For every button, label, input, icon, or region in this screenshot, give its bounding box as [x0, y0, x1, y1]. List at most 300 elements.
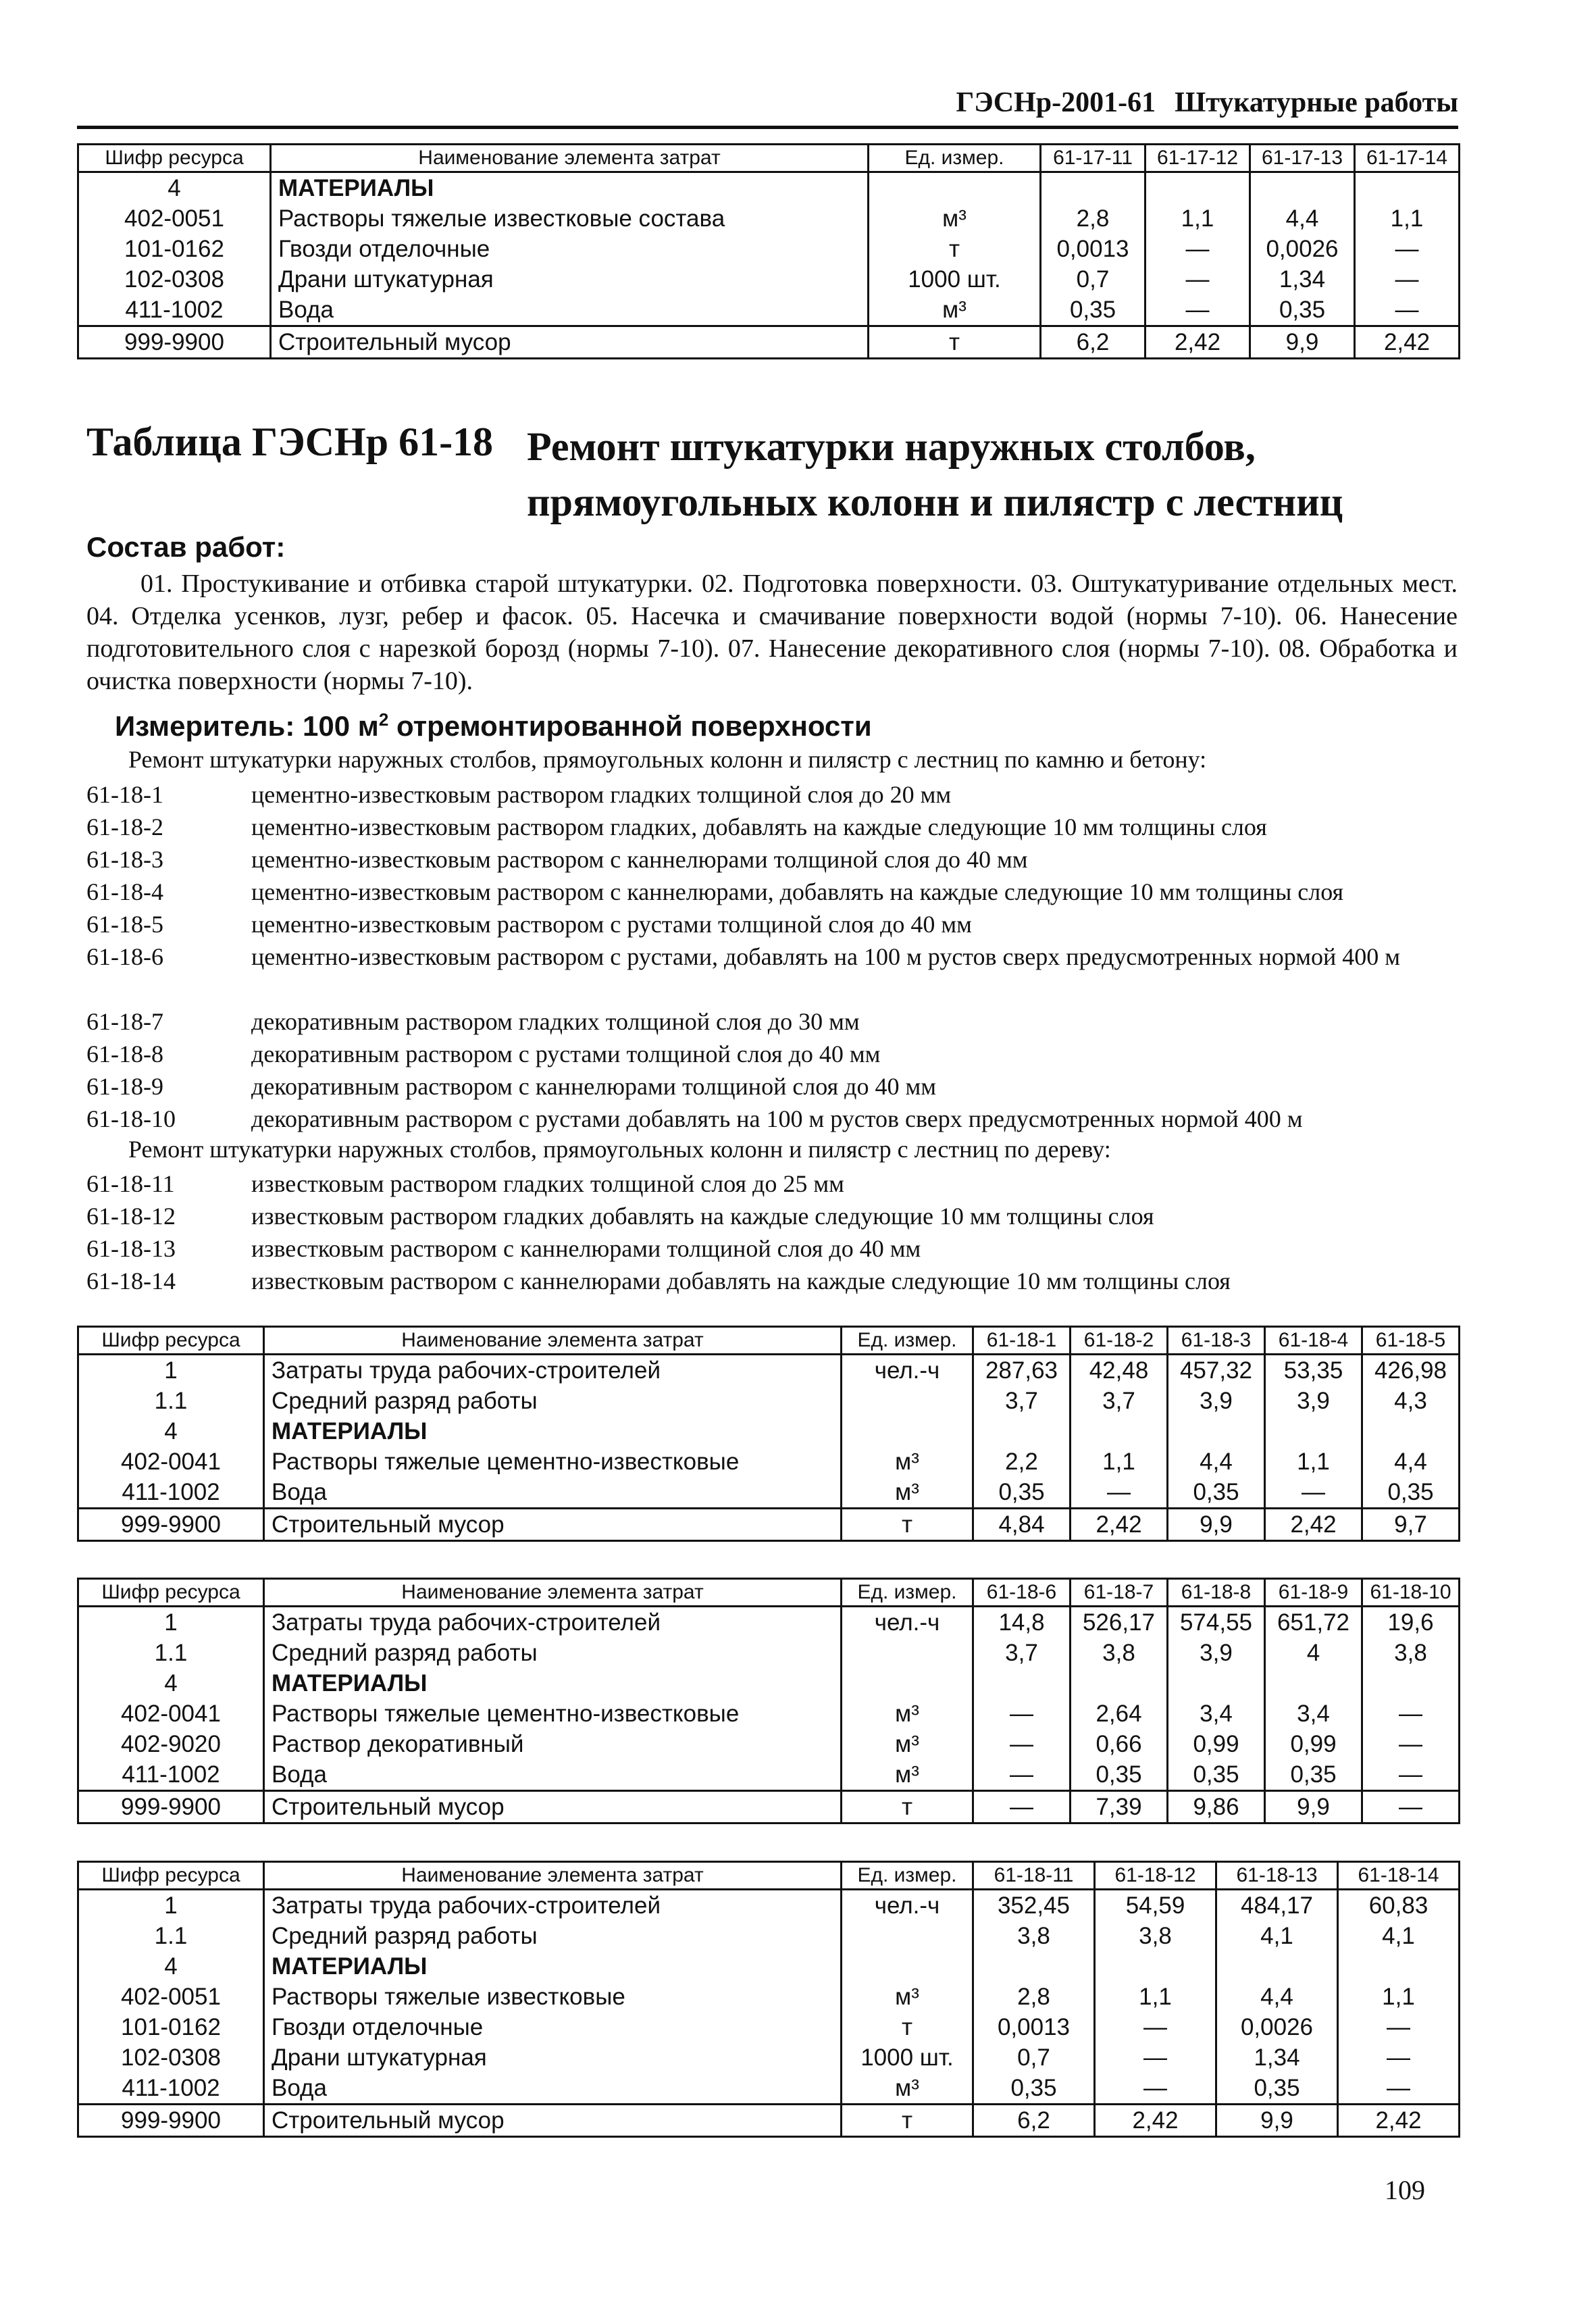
table-header-row [78, 1579, 1460, 1607]
column-header: Наименование элемента затрат [264, 1862, 842, 1890]
table-row [78, 203, 1460, 234]
resource-name-cell: Драни штукатурная [264, 2042, 842, 2073]
value-cell: 0,99 [1265, 1729, 1362, 1759]
value-cell: 2,42 [1095, 2105, 1216, 2137]
resource-name-cell: МАТЕРИАЛЫ [264, 1416, 842, 1447]
table-row [78, 1668, 1460, 1699]
table-header-row [78, 1327, 1460, 1355]
value-cell: 9,86 [1168, 1791, 1265, 1823]
value-cell: 426,98 [1362, 1355, 1460, 1386]
resource-name-cell: МАТЕРИАЛЫ [264, 1668, 842, 1699]
unit-cell: чел.-ч [842, 1355, 973, 1386]
table-row [78, 1759, 1460, 1791]
resource-code-cell: 999-9900 [78, 326, 271, 359]
column-header: 61-18-8 [1168, 1579, 1265, 1607]
resource-code-cell: 999-9900 [78, 2105, 264, 2137]
value-cell: 526,17 [1071, 1607, 1168, 1638]
item-code: 61-18-6 [86, 943, 163, 970]
value-cell: 4,4 [1250, 203, 1355, 234]
item-code: 61-18-1 [86, 781, 163, 808]
item-text: цементно-известковым раствором с каннелюрами, добавлять на каждые следующие 10 мм толщины слоя [251, 878, 1344, 905]
resource-name-cell: Строительный мусор [264, 1791, 842, 1823]
resource-name-cell: Гвозди отделочные [264, 2012, 842, 2042]
value-cell: 2,2 [973, 1447, 1071, 1477]
resource-name-cell: Вода [271, 295, 869, 326]
column-header: 61-18-3 [1168, 1327, 1265, 1355]
list-item [86, 940, 1458, 973]
list-item [86, 1265, 1458, 1297]
value-cell: 3,7 [973, 1386, 1071, 1416]
table-row [78, 1638, 1460, 1668]
value-cell: — [973, 1791, 1071, 1823]
unit-cell [842, 1638, 973, 1668]
value-cell: — [1095, 2073, 1216, 2105]
value-cell: — [973, 1759, 1071, 1791]
resource-code-cell: 411-1002 [78, 295, 271, 326]
resource-name-cell: Средний разряд работы [264, 1921, 842, 1951]
value-cell: — [973, 1729, 1071, 1759]
item-text: известковым раствором гладких толщиной слоя до 25 мм [251, 1170, 844, 1197]
column-header: 61-18-9 [1265, 1579, 1362, 1607]
unit-cell: т [842, 2105, 973, 2137]
value-cell: 0,0026 [1250, 234, 1355, 264]
column-header: 61-18-2 [1071, 1327, 1168, 1355]
value-cell: 4,4 [1216, 1982, 1338, 2012]
value-cell: 2,42 [1071, 1509, 1168, 1541]
value-cell: 42,48 [1071, 1355, 1168, 1386]
measure-sup: 2 [378, 709, 389, 730]
resource-name-cell: Затраты труда рабочих-строителей [264, 1607, 842, 1638]
value-cell: 0,35 [1071, 1759, 1168, 1791]
running-header-section: Штукатурные работы [1175, 87, 1458, 118]
value-cell: 9,7 [1362, 1509, 1460, 1541]
resource-code-cell: 402-0051 [78, 203, 271, 234]
value-cell [1362, 1416, 1460, 1447]
group2-intro: Ремонт штукатурки наружных столбов, прямоугольных колонн и пилястр с лестниц по дереву: [128, 1136, 1111, 1163]
table-row [78, 1791, 1460, 1823]
table-row [78, 2012, 1460, 2042]
unit-cell: м³ [869, 203, 1041, 234]
value-cell: 352,45 [973, 1890, 1095, 1921]
item-code: 61-18-12 [86, 1203, 176, 1230]
measure-label: Измеритель: 100 м [115, 710, 379, 742]
value-cell: 0,35 [1168, 1759, 1265, 1791]
value-cell: 1,1 [1355, 203, 1460, 234]
unit-cell [842, 1416, 973, 1447]
unit-cell: м³ [842, 1729, 973, 1759]
value-cell: 60,83 [1338, 1890, 1460, 1921]
item-text: цементно-известковым раствором с рустами толщиной слоя до 40 мм [251, 911, 972, 938]
list-item [86, 1167, 1458, 1200]
value-cell: 0,7 [973, 2042, 1095, 2073]
resource-code-cell: 4 [78, 172, 271, 204]
unit-cell: м³ [842, 1759, 973, 1791]
composition-text: 01. Простукивание и отбивка старой штукатурки. 02. Подготовка поверхности. 03. Оштукатуривание отдельных мест. 04. Отделка усенков, лузг, ребер и фасок. 05. Насечка и смачивание поверхности водой (нормы 7-10). 06. Нанесение подготовительного слоя с нарезкой борозд (нормы 7-10). 07. Нанесение декоративного слоя (нормы 7-10). 08. Обработка и очистка поверхности (нормы 7-10). [86, 570, 1458, 695]
resource-code-cell: 1 [78, 1607, 264, 1638]
resource-name-cell: Затраты труда рабочих-строителей [264, 1890, 842, 1921]
value-cell [1362, 1668, 1460, 1699]
list-item [86, 1070, 1458, 1103]
item-code: 61-18-5 [86, 911, 163, 938]
column-header: Наименование элемента затрат [264, 1327, 842, 1355]
value-cell [973, 1416, 1071, 1447]
column-header: 61-17-14 [1355, 145, 1460, 172]
value-cell: 4,4 [1168, 1447, 1265, 1477]
resource-table-61-18-1-5 [77, 1326, 1460, 1542]
list-item [86, 811, 1458, 843]
resource-code-cell: 411-1002 [78, 1759, 264, 1791]
value-cell: — [1355, 264, 1460, 295]
item-text: декоративным раствором гладких толщиной слоя до 30 мм [251, 1008, 860, 1035]
resource-name-cell: Раствор декоративный [264, 1729, 842, 1759]
page-number: 109 [1385, 2175, 1425, 2205]
unit-cell [842, 1386, 973, 1416]
resource-code-cell: 999-9900 [78, 1509, 264, 1541]
table-row [78, 1416, 1460, 1447]
value-cell: — [1355, 295, 1460, 326]
value-cell [1216, 1951, 1338, 1982]
table-row [78, 1982, 1460, 2012]
column-header: 61-17-12 [1145, 145, 1250, 172]
table-row [78, 1951, 1460, 1982]
column-header: 61-18-6 [973, 1579, 1071, 1607]
unit-cell: чел.-ч [842, 1607, 973, 1638]
item-text: известковым раствором с каннелюрами добавлять на каждые следующие 10 мм толщины слоя [251, 1267, 1231, 1294]
list-item [86, 1005, 1458, 1038]
item-code: 61-18-11 [86, 1170, 175, 1197]
value-cell [1338, 1951, 1460, 1982]
table-row [78, 264, 1460, 295]
table-title-label: Таблица ГЭСНр 61-18 [86, 420, 494, 464]
value-cell: 0,0013 [973, 2012, 1095, 2042]
value-cell: — [1095, 2042, 1216, 2073]
unit-cell: м³ [869, 295, 1041, 326]
resource-name-cell: МАТЕРИАЛЫ [264, 1951, 842, 1982]
column-header: Ед. измер. [842, 1579, 973, 1607]
item-text: цементно-известковым раствором с рустами, добавлять на 100 м рустов сверх предусмотренных нормой 400 м [251, 943, 1401, 970]
value-cell: 0,35 [1362, 1477, 1460, 1509]
resource-code-cell: 1.1 [78, 1921, 264, 1951]
resource-name-cell: Строительный мусор [264, 2105, 842, 2137]
value-cell: 0,66 [1071, 1729, 1168, 1759]
resource-code-cell: 1 [78, 1890, 264, 1921]
composition-heading: Состав работ: [86, 531, 286, 563]
unit-cell: м³ [842, 1982, 973, 2012]
value-cell: 3,8 [1071, 1638, 1168, 1668]
resource-table-61-17 [77, 143, 1460, 359]
unit-cell [842, 1951, 973, 1982]
value-cell [1250, 172, 1355, 204]
value-cell [1355, 172, 1460, 204]
table-row [78, 2042, 1460, 2073]
resource-code-cell: 402-9020 [78, 1729, 264, 1759]
value-cell: 2,42 [1145, 326, 1250, 359]
list-item [86, 908, 1458, 940]
value-cell: 9,9 [1216, 2105, 1338, 2137]
item-code: 61-18-14 [86, 1267, 176, 1294]
value-cell [973, 1951, 1095, 1982]
value-cell: 1,1 [1265, 1447, 1362, 1477]
value-cell: 0,35 [973, 1477, 1071, 1509]
value-cell: 3,9 [1168, 1638, 1265, 1668]
running-header-code: ГЭСНр-2001-61 [956, 87, 1156, 118]
group1-intro: Ремонт штукатурки наружных столбов, прямоугольных колонн и пилястр с лестниц по камню и бетону: [128, 746, 1207, 773]
value-cell: 1,1 [1071, 1447, 1168, 1477]
resource-name-cell: Растворы тяжелые цементно-известковые [264, 1699, 842, 1729]
table-row [78, 326, 1460, 359]
table-row [78, 295, 1460, 326]
resource-name-cell: МАТЕРИАЛЫ [271, 172, 869, 204]
unit-cell [842, 1921, 973, 1951]
value-cell: — [1362, 1699, 1460, 1729]
value-cell [1265, 1668, 1362, 1699]
unit-cell: т [869, 234, 1041, 264]
item-text: декоративным раствором с каннелюрами толщиной слоя до 40 мм [251, 1073, 937, 1100]
resource-name-cell: Растворы тяжелые известковые [264, 1982, 842, 2012]
table-row [78, 234, 1460, 264]
value-cell: 6,2 [973, 2105, 1095, 2137]
column-header: 61-18-4 [1265, 1327, 1362, 1355]
column-header: 61-18-10 [1362, 1579, 1460, 1607]
column-header: Шифр ресурса [78, 1862, 264, 1890]
running-header [77, 86, 1458, 119]
value-cell: 1,34 [1250, 264, 1355, 295]
resource-table-61-18-6-10 [77, 1578, 1460, 1824]
list-item [86, 778, 1458, 811]
value-cell [1071, 1668, 1168, 1699]
value-cell: 6,2 [1041, 326, 1145, 359]
value-cell: — [1362, 1791, 1460, 1823]
resource-table-61-18-11-14 [77, 1861, 1460, 2138]
item-text: декоративным раствором с рустами толщиной слоя до 40 мм [251, 1040, 881, 1067]
value-cell: 0,35 [1250, 295, 1355, 326]
measure-unit [115, 709, 872, 743]
item-code: 61-18-2 [86, 813, 163, 840]
value-cell: 3,7 [973, 1638, 1071, 1668]
value-cell: — [1355, 234, 1460, 264]
column-header: Ед. измер. [842, 1862, 973, 1890]
column-header: 61-18-11 [973, 1862, 1095, 1890]
value-cell: 0,0013 [1041, 234, 1145, 264]
value-cell: — [1338, 2073, 1460, 2105]
value-cell: 3,8 [1095, 1921, 1216, 1951]
value-cell: 3,4 [1168, 1699, 1265, 1729]
value-cell [1168, 1668, 1265, 1699]
item-code: 61-18-4 [86, 878, 163, 905]
list-item [86, 1232, 1458, 1265]
value-cell: 3,8 [973, 1921, 1095, 1951]
value-cell: 9,9 [1168, 1509, 1265, 1541]
list-item [86, 1038, 1458, 1070]
table-title-text: Ремонт штукатурки наружных столбов, прямоугольных колонн и пилястр с лестниц [527, 424, 1343, 524]
resource-name-cell: Вода [264, 1759, 842, 1791]
column-header: Ед. измер. [869, 145, 1041, 172]
item-code: 61-18-9 [86, 1073, 163, 1100]
column-header: Наименование элемента затрат [271, 145, 869, 172]
value-cell: 7,39 [1071, 1791, 1168, 1823]
value-cell: 2,42 [1265, 1509, 1362, 1541]
value-cell [1071, 1416, 1168, 1447]
value-cell: 2,8 [973, 1982, 1095, 2012]
item-text: цементно-известковым раствором с каннелюрами толщиной слоя до 40 мм [251, 846, 1028, 873]
resource-code-cell: 4 [78, 1951, 264, 1982]
resource-name-cell: Вода [264, 2073, 842, 2105]
table-row [78, 1477, 1460, 1509]
column-header: 61-18-14 [1338, 1862, 1460, 1890]
value-cell: 14,8 [973, 1607, 1071, 1638]
resource-code-cell: 411-1002 [78, 1477, 264, 1509]
item-code: 61-18-10 [86, 1105, 176, 1132]
resource-name-cell: Гвозди отделочные [271, 234, 869, 264]
value-cell: 0,0026 [1216, 2012, 1338, 2042]
value-cell: 53,35 [1265, 1355, 1362, 1386]
resource-code-cell: 402-0041 [78, 1699, 264, 1729]
value-cell: 9,9 [1250, 326, 1355, 359]
unit-cell: т [842, 2012, 973, 2042]
value-cell: 0,99 [1168, 1729, 1265, 1759]
unit-cell: 1000 шт. [869, 264, 1041, 295]
resource-code-cell: 102-0308 [78, 264, 271, 295]
resource-code-cell: 999-9900 [78, 1791, 264, 1823]
value-cell: 1,1 [1095, 1982, 1216, 2012]
value-cell: — [1362, 1729, 1460, 1759]
value-cell: 9,9 [1265, 1791, 1362, 1823]
value-cell: 3,9 [1168, 1386, 1265, 1416]
value-cell [1041, 172, 1145, 204]
value-cell: — [1338, 2012, 1460, 2042]
value-cell: 1,1 [1338, 1982, 1460, 2012]
item-text: цементно-известковым раствором гладких, добавлять на каждые следующие 10 мм толщины слоя [251, 813, 1267, 840]
list-item [86, 843, 1458, 876]
value-cell: — [1145, 234, 1250, 264]
resource-code-cell: 1.1 [78, 1638, 264, 1668]
value-cell: 1,1 [1145, 203, 1250, 234]
table-header-row [78, 1862, 1460, 1890]
table-row [78, 2105, 1460, 2137]
resource-name-cell: Строительный мусор [264, 1509, 842, 1541]
resource-code-cell: 402-0041 [78, 1447, 264, 1477]
table-row [78, 2073, 1460, 2105]
resource-code-cell: 1.1 [78, 1386, 264, 1416]
item-code: 61-18-13 [86, 1235, 176, 1262]
value-cell: — [1338, 2042, 1460, 2073]
resource-name-cell: Затраты труда рабочих-строителей [264, 1355, 842, 1386]
value-cell [1095, 1951, 1216, 1982]
value-cell [1265, 1416, 1362, 1447]
value-cell: — [1265, 1477, 1362, 1509]
table-row [78, 1386, 1460, 1416]
item-text: известковым раствором с каннелюрами толщиной слоя до 40 мм [251, 1235, 921, 1262]
table-row [78, 1355, 1460, 1386]
value-cell: 484,17 [1216, 1890, 1338, 1921]
table-row [78, 1729, 1460, 1759]
resource-code-cell: 4 [78, 1668, 264, 1699]
item-code: 61-18-3 [86, 846, 163, 873]
value-cell: 2,42 [1355, 326, 1460, 359]
resource-name-cell: Вода [264, 1477, 842, 1509]
value-cell: 287,63 [973, 1355, 1071, 1386]
column-header: 61-17-11 [1041, 145, 1145, 172]
unit-cell [869, 172, 1041, 204]
value-cell [1145, 172, 1250, 204]
value-cell: 457,32 [1168, 1355, 1265, 1386]
value-cell: 3,7 [1071, 1386, 1168, 1416]
unit-cell: м³ [842, 2073, 973, 2105]
value-cell: 0,7 [1041, 264, 1145, 295]
item-text: цементно-известковым раствором гладких толщиной слоя до 20 мм [251, 781, 952, 808]
resource-name-cell: Растворы тяжелые известковые состава [271, 203, 869, 234]
resource-code-cell: 102-0308 [78, 2042, 264, 2073]
value-cell: 3,8 [1362, 1638, 1460, 1668]
resource-name-cell: Драни штукатурная [271, 264, 869, 295]
value-cell: — [973, 1699, 1071, 1729]
unit-cell: чел.-ч [842, 1890, 973, 1921]
unit-cell [842, 1668, 973, 1699]
unit-cell: м³ [842, 1447, 973, 1477]
value-cell: 4,1 [1338, 1921, 1460, 1951]
unit-cell: т [842, 1791, 973, 1823]
unit-cell: м³ [842, 1477, 973, 1509]
item-text: декоративным раствором с рустами добавлять на 100 м рустов сверх предусмотренных нормой 400 м [251, 1105, 1303, 1132]
value-cell: 2,64 [1071, 1699, 1168, 1729]
value-cell: 54,59 [1095, 1890, 1216, 1921]
column-header: 61-18-12 [1095, 1862, 1216, 1890]
resource-name-cell: Строительный мусор [271, 326, 869, 359]
table-row [78, 1509, 1460, 1541]
measure-rest: отремонтированной поверхности [388, 710, 872, 742]
column-header: Наименование элемента затрат [264, 1579, 842, 1607]
value-cell: 19,6 [1362, 1607, 1460, 1638]
resource-code-cell: 101-0162 [78, 2012, 264, 2042]
column-header: Шифр ресурса [78, 1327, 264, 1355]
column-header: Шифр ресурса [78, 145, 271, 172]
column-header: 61-18-7 [1071, 1579, 1168, 1607]
resource-code-cell: 4 [78, 1416, 264, 1447]
value-cell: — [1362, 1759, 1460, 1791]
item-text: известковым раствором гладких добавлять на каждые следующие 10 мм толщины слоя [251, 1203, 1154, 1230]
value-cell: 3,9 [1265, 1386, 1362, 1416]
table-row [78, 1699, 1460, 1729]
value-cell: — [1145, 264, 1250, 295]
unit-cell: м³ [842, 1699, 973, 1729]
value-cell: 4 [1265, 1638, 1362, 1668]
resource-name-cell: Средний разряд работы [264, 1386, 842, 1416]
table-row [78, 1607, 1460, 1638]
column-header: 61-17-13 [1250, 145, 1355, 172]
resource-name-cell: Растворы тяжелые цементно-известковые [264, 1447, 842, 1477]
value-cell: 0,35 [973, 2073, 1095, 2105]
resource-code-cell: 402-0051 [78, 1982, 264, 2012]
value-cell: — [1071, 1477, 1168, 1509]
column-header: 61-18-13 [1216, 1862, 1338, 1890]
value-cell: 0,35 [1168, 1477, 1265, 1509]
resource-code-cell: 1 [78, 1355, 264, 1386]
value-cell: 651,72 [1265, 1607, 1362, 1638]
value-cell: 4,1 [1216, 1921, 1338, 1951]
value-cell: 0,35 [1265, 1759, 1362, 1791]
table-row [78, 172, 1460, 204]
table-header-row [78, 145, 1460, 172]
item-code: 61-18-8 [86, 1040, 163, 1067]
table-row [78, 1921, 1460, 1951]
value-cell: 4,3 [1362, 1386, 1460, 1416]
value-cell: 4,4 [1362, 1447, 1460, 1477]
unit-cell: т [842, 1509, 973, 1541]
value-cell: — [1095, 2012, 1216, 2042]
table-row [78, 1447, 1460, 1477]
unit-cell: 1000 шт. [842, 2042, 973, 2073]
header-rule [77, 126, 1458, 129]
